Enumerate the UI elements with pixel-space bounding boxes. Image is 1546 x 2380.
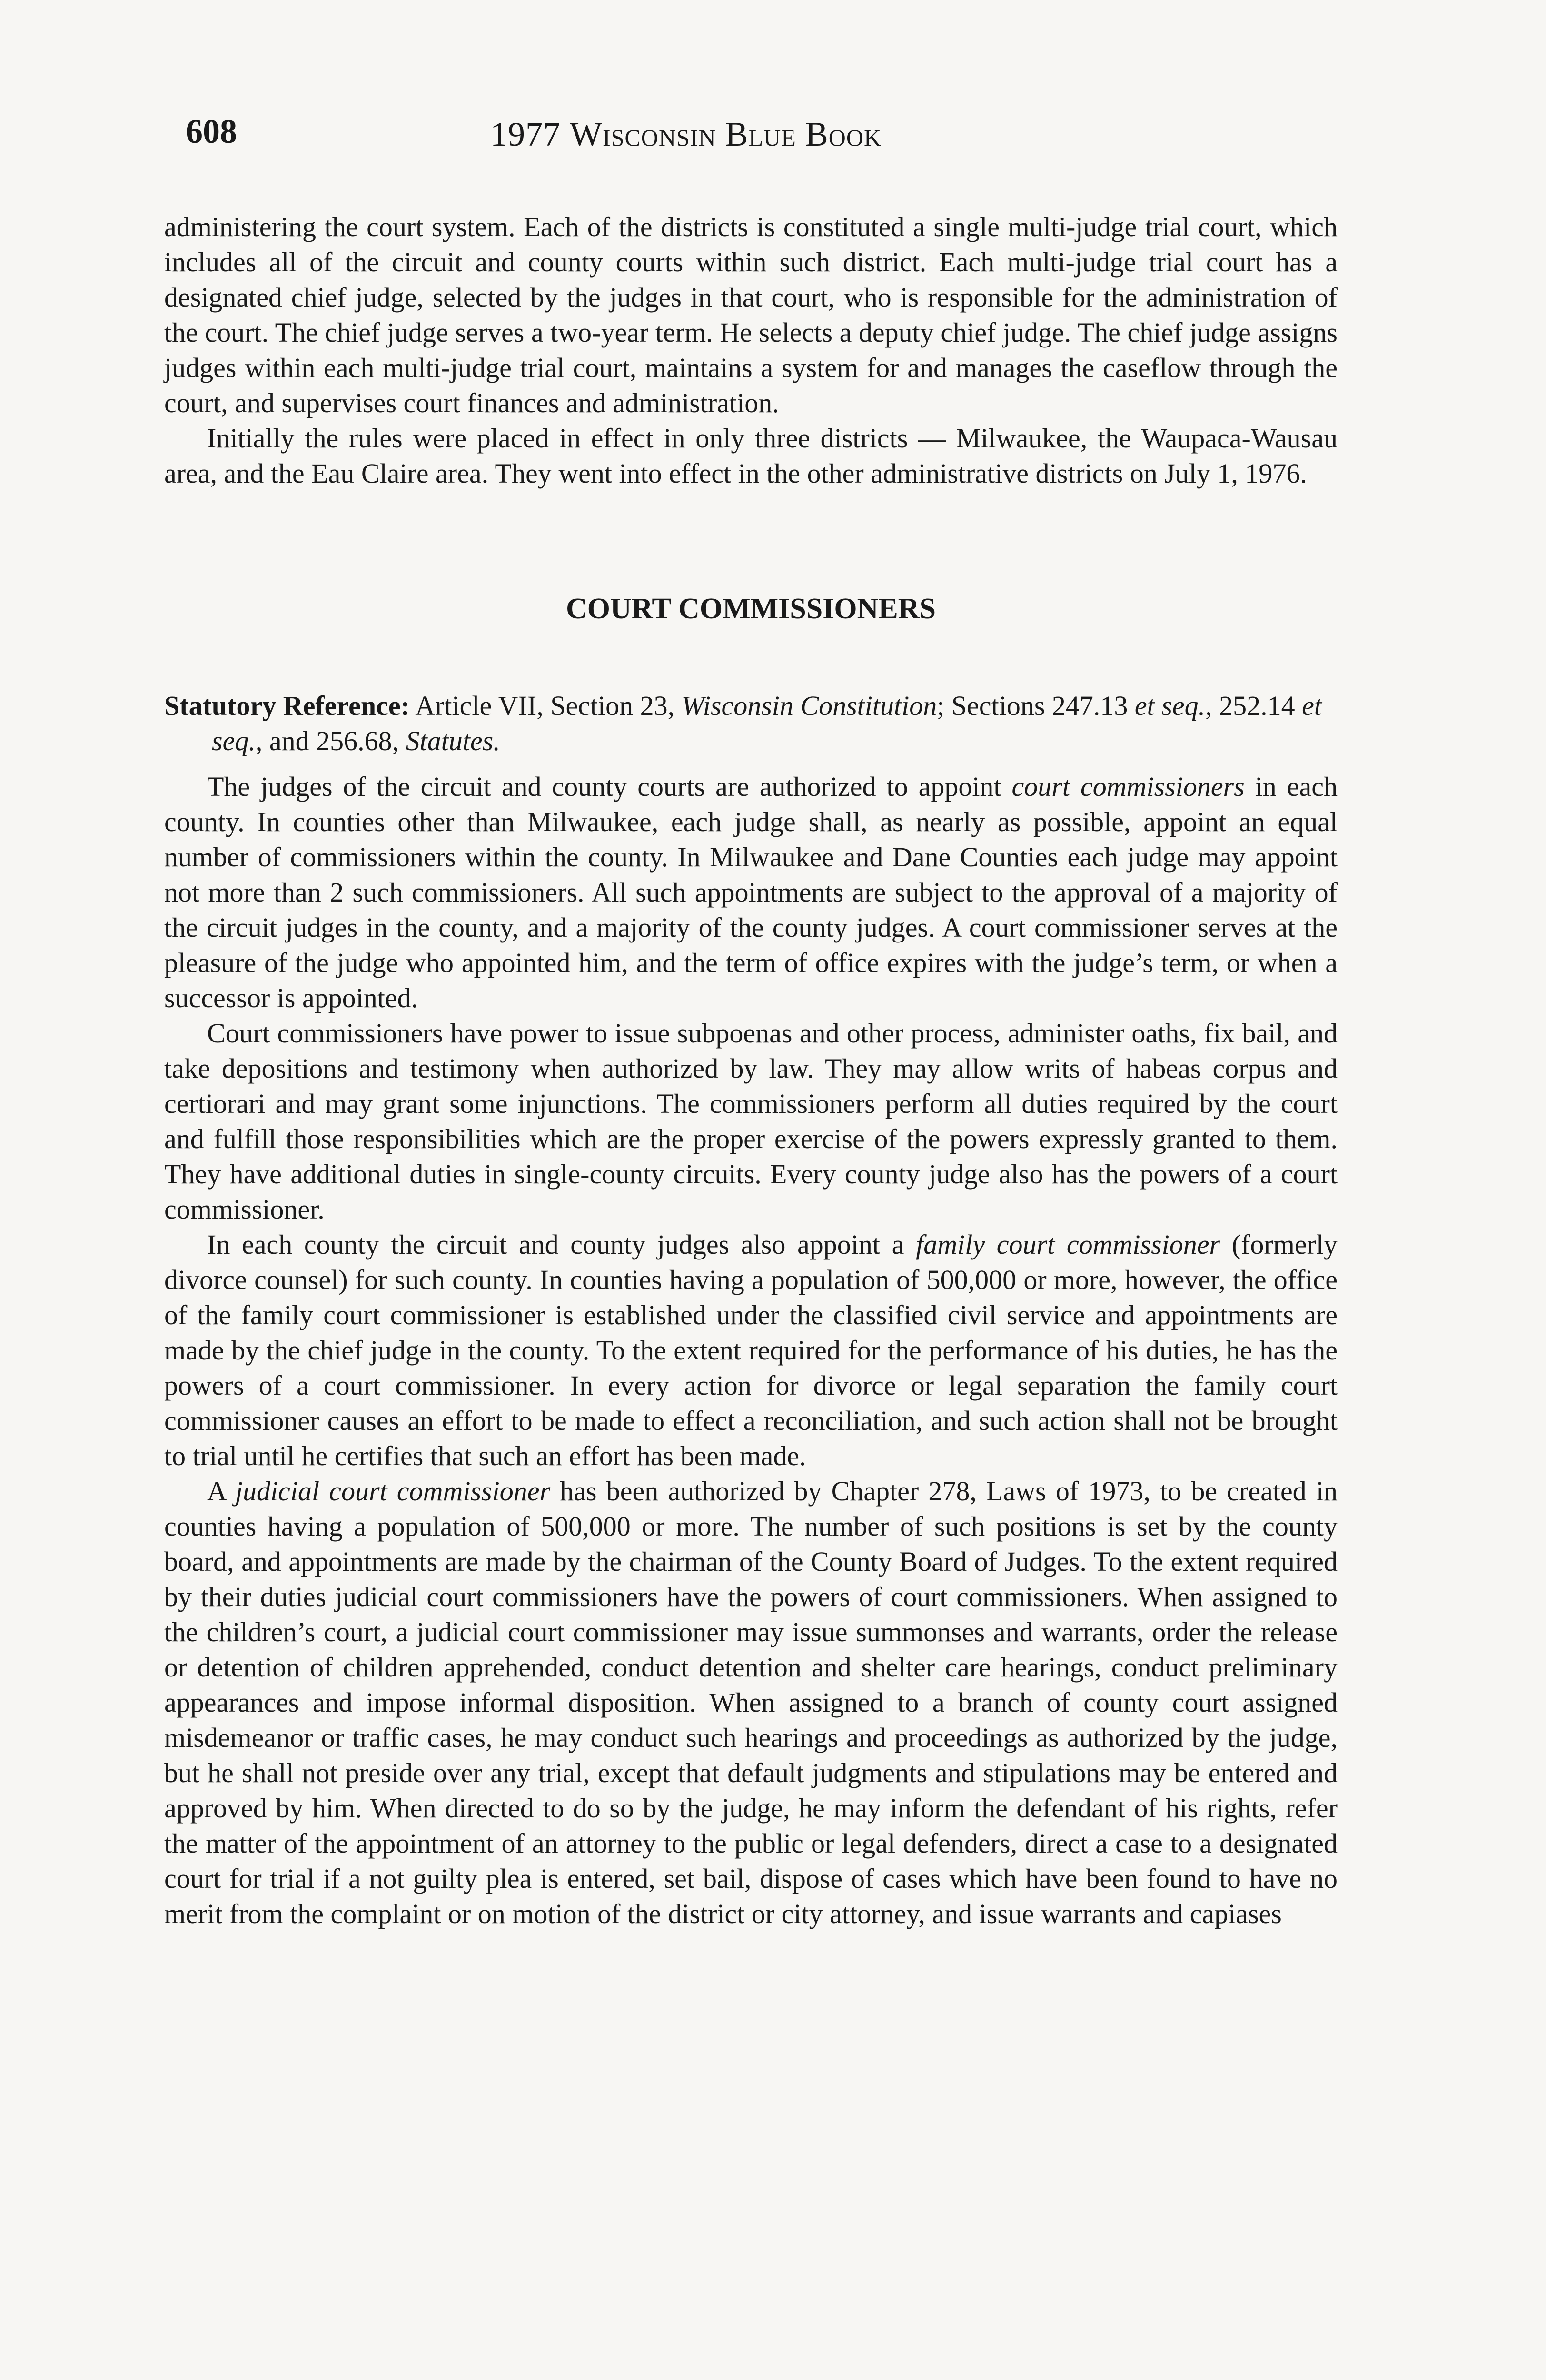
- statutory-text: , and 256.68,: [255, 725, 406, 756]
- intro-paragraph-continued: administering the court system. Each of the districts is constituted a single multi-judge trial court, which includes all of the circuit and county courts within such district. Each multi-judge trial court has a designated chief judge, selected by the judges in that court, who is responsible for the administration of the court. The chief judge serves a two-year term. He selects a deputy chief judge. The chief judge assigns judges within each multi-judge trial court, maintains a system for and manages the caseflow through the court, and supervises court finances and administration.: [164, 211, 1338, 418]
- paragraph-text: has been authorized by Chapter 278, Laws of 1973, to be created in counties having a population of 500,000 or more. The number of such positions is set by the county board, and appointments are made by the chairman of the County Board of Judges. To the extent required by their duties judicial court commissioners have the powers of court commissioners. When assigned to the children’s court, a judicial court commissioner may issue summonses and warrants, order the release or detention of children apprehended, conduct detention and shelter care hearings, conduct preliminary appearances and impose informal disposition. When assigned to a branch of county court assigned misdemeanor or traffic cases, he may conduct such hearings and proceedings as authorized by the judge, but he shall not preside over any trial, except that default judgments and stipulations may be entered and approved by him. When directed to do so by the judge, he may inform the defendant of his rights, refer the matter of the appointment of an attorney to the public or legal defenders, direct a case to a designated court for trial if a not guilty plea is entered, set bail, dispose of cases which have been found to have no merit from the complaint or on motion of the district or city attorney, and issue warrants and capiases: [164, 1476, 1338, 1929]
- running-head: [490, 115, 882, 154]
- page-body: [164, 209, 1338, 1932]
- statutory-text: ; Sections 247.13: [937, 690, 1135, 721]
- paragraph-term: family court commissioner: [916, 1229, 1220, 1260]
- running-head-year: 1977: [490, 115, 561, 153]
- page-number: 608: [186, 112, 237, 150]
- statutory-citation: et seq.: [212, 690, 1322, 756]
- statutory-citation: et seq.: [1134, 690, 1206, 721]
- paragraph-court-commissioners: [164, 769, 1338, 1016]
- paragraph-commissioner-powers: Court commissioners have power to issue subpoenas and other process, administer oaths, fix bail, and take depositions and testimony when authorized by law. They may allow writs of habeas corpus and certiorari and may grant some injunctions. The commissioners perform all duties required by the court and fulfill those responsibilities which are the proper exercise of the powers expressly granted to them. They have additional duties in single-county circuits. Every county judge also has the powers of a court commissioner.: [164, 1018, 1338, 1225]
- paragraph-term: court commissioners: [1011, 771, 1245, 802]
- paragraph-text: In each county the circuit and county judges also appoint a: [207, 1229, 916, 1260]
- paragraph-text: (formerly divorce counsel) for such county. In counties having a population of 500,000 or more, however, the office of the family court commissioner is established under the classified civil service and appointments are made by the chief judge in the county. To the extent required for the performance of his duties, he has the powers of a court commissioner. In every action for divorce or legal separation the family court commissioner causes an effort to be made to effect a reconciliation, and such action shall not be brought to trial until he certifies that such an effort has been made.: [164, 1229, 1338, 1471]
- statutory-citation: Wisconsin Constitution: [681, 690, 937, 721]
- paragraph-judicial-court-commissioner: [164, 1474, 1338, 1932]
- statutory-reference: [164, 688, 1338, 759]
- intro-paragraph-rules: Initially the rules were placed in effect in only three districts — Milwaukee, the Waupaca-Wausau area, and the Eau Claire area. They went into effect in the other administrative districts on July 1, 1976.: [164, 423, 1338, 489]
- statutory-citation: Statutes.: [406, 725, 500, 756]
- section-title: COURT COMMISSIONERS: [566, 593, 936, 625]
- paragraph-text: in each county. In counties other than Milwaukee, each judge shall, as nearly as possible, appoint an equal number of commissioners within the county. In Milwaukee and Dane Counties each judge may appoint not more than 2 such commissioners. All such appointments are subject to the approval of a majority of the circuit judges in the county, and a majority of the county judges. A court commissioner serves at the pleasure of the judge who appointed him, and the term of office expires with the judge’s term, or when a successor is appointed.: [164, 771, 1338, 1013]
- statutory-text: , 252.14: [1205, 690, 1302, 721]
- running-head-title: Wisconsin Blue Book: [570, 115, 882, 153]
- statutory-text: Article VII, Section 23,: [415, 690, 682, 721]
- paragraph-family-court-commissioner: [164, 1227, 1338, 1474]
- paragraph-term: judicial court commissioner: [235, 1476, 551, 1507]
- statutory-reference-label: Statutory Reference:: [164, 690, 410, 721]
- paragraph-text: A: [207, 1476, 235, 1507]
- paragraph-text: The judges of the circuit and county courts are authorized to appoint: [207, 771, 1012, 802]
- page-header: [186, 112, 1328, 169]
